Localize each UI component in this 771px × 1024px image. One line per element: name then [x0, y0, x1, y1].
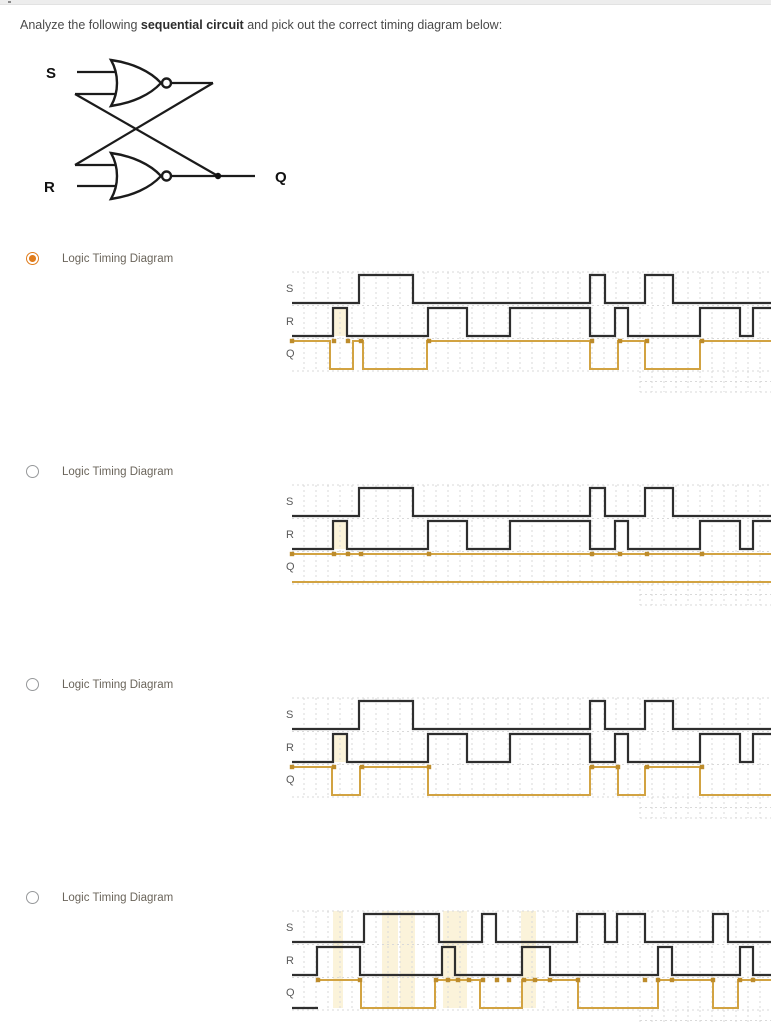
- option-2-radio[interactable]: [26, 465, 39, 478]
- answer-option-3: [0, 678, 771, 891]
- signal-label-q: Q: [286, 987, 295, 999]
- answer-option-1: [0, 252, 771, 465]
- option-2-label[interactable]: Logic Timing Diagram: [62, 466, 174, 478]
- sr-latch-circuit-diagram: [25, 55, 295, 215]
- r-label: R: [44, 179, 55, 196]
- signal-label-r: R: [286, 529, 294, 541]
- timing-diagram-2: [284, 483, 771, 607]
- signal-label-s: S: [286, 709, 294, 721]
- question-text: Analyze the following sequential circuit and pick out the correct timing diagram below:: [20, 18, 503, 32]
- signal-label-r: R: [286, 742, 294, 754]
- browser-top-strip: [0, 0, 771, 5]
- inverter-bubble: [162, 172, 171, 181]
- timing-diagram-1: [284, 270, 771, 394]
- signal-label-s: S: [286, 922, 294, 934]
- s-label: S: [46, 65, 57, 82]
- signal-label-q: Q: [286, 561, 295, 573]
- answer-option-4: [0, 891, 771, 1024]
- option-1-radio[interactable]: [26, 252, 39, 265]
- signal-label-q: Q: [286, 774, 295, 786]
- timing-diagram-3: [284, 696, 771, 820]
- option-3-radio[interactable]: [26, 678, 39, 691]
- inverter-bubble: [162, 79, 171, 88]
- timing-diagram-4: [284, 909, 771, 1024]
- option-1-label[interactable]: Logic Timing Diagram: [62, 253, 174, 265]
- signal-label-s: S: [286, 283, 294, 295]
- signal-label-s: S: [286, 496, 294, 508]
- option-4-label[interactable]: Logic Timing Diagram: [62, 892, 174, 904]
- top-nor-gate: [111, 60, 171, 106]
- option-3-label[interactable]: Logic Timing Diagram: [62, 679, 174, 691]
- q-label: Q: [275, 169, 287, 186]
- signal-label-q: Q: [286, 348, 295, 360]
- junction-dot: [215, 173, 221, 179]
- answer-option-2: [0, 465, 771, 678]
- option-4-radio[interactable]: [26, 891, 39, 904]
- bottom-nor-gate: [111, 153, 171, 199]
- signal-label-r: R: [286, 316, 294, 328]
- top-strip-dot: [8, 1, 11, 3]
- signal-label-r: R: [286, 955, 294, 967]
